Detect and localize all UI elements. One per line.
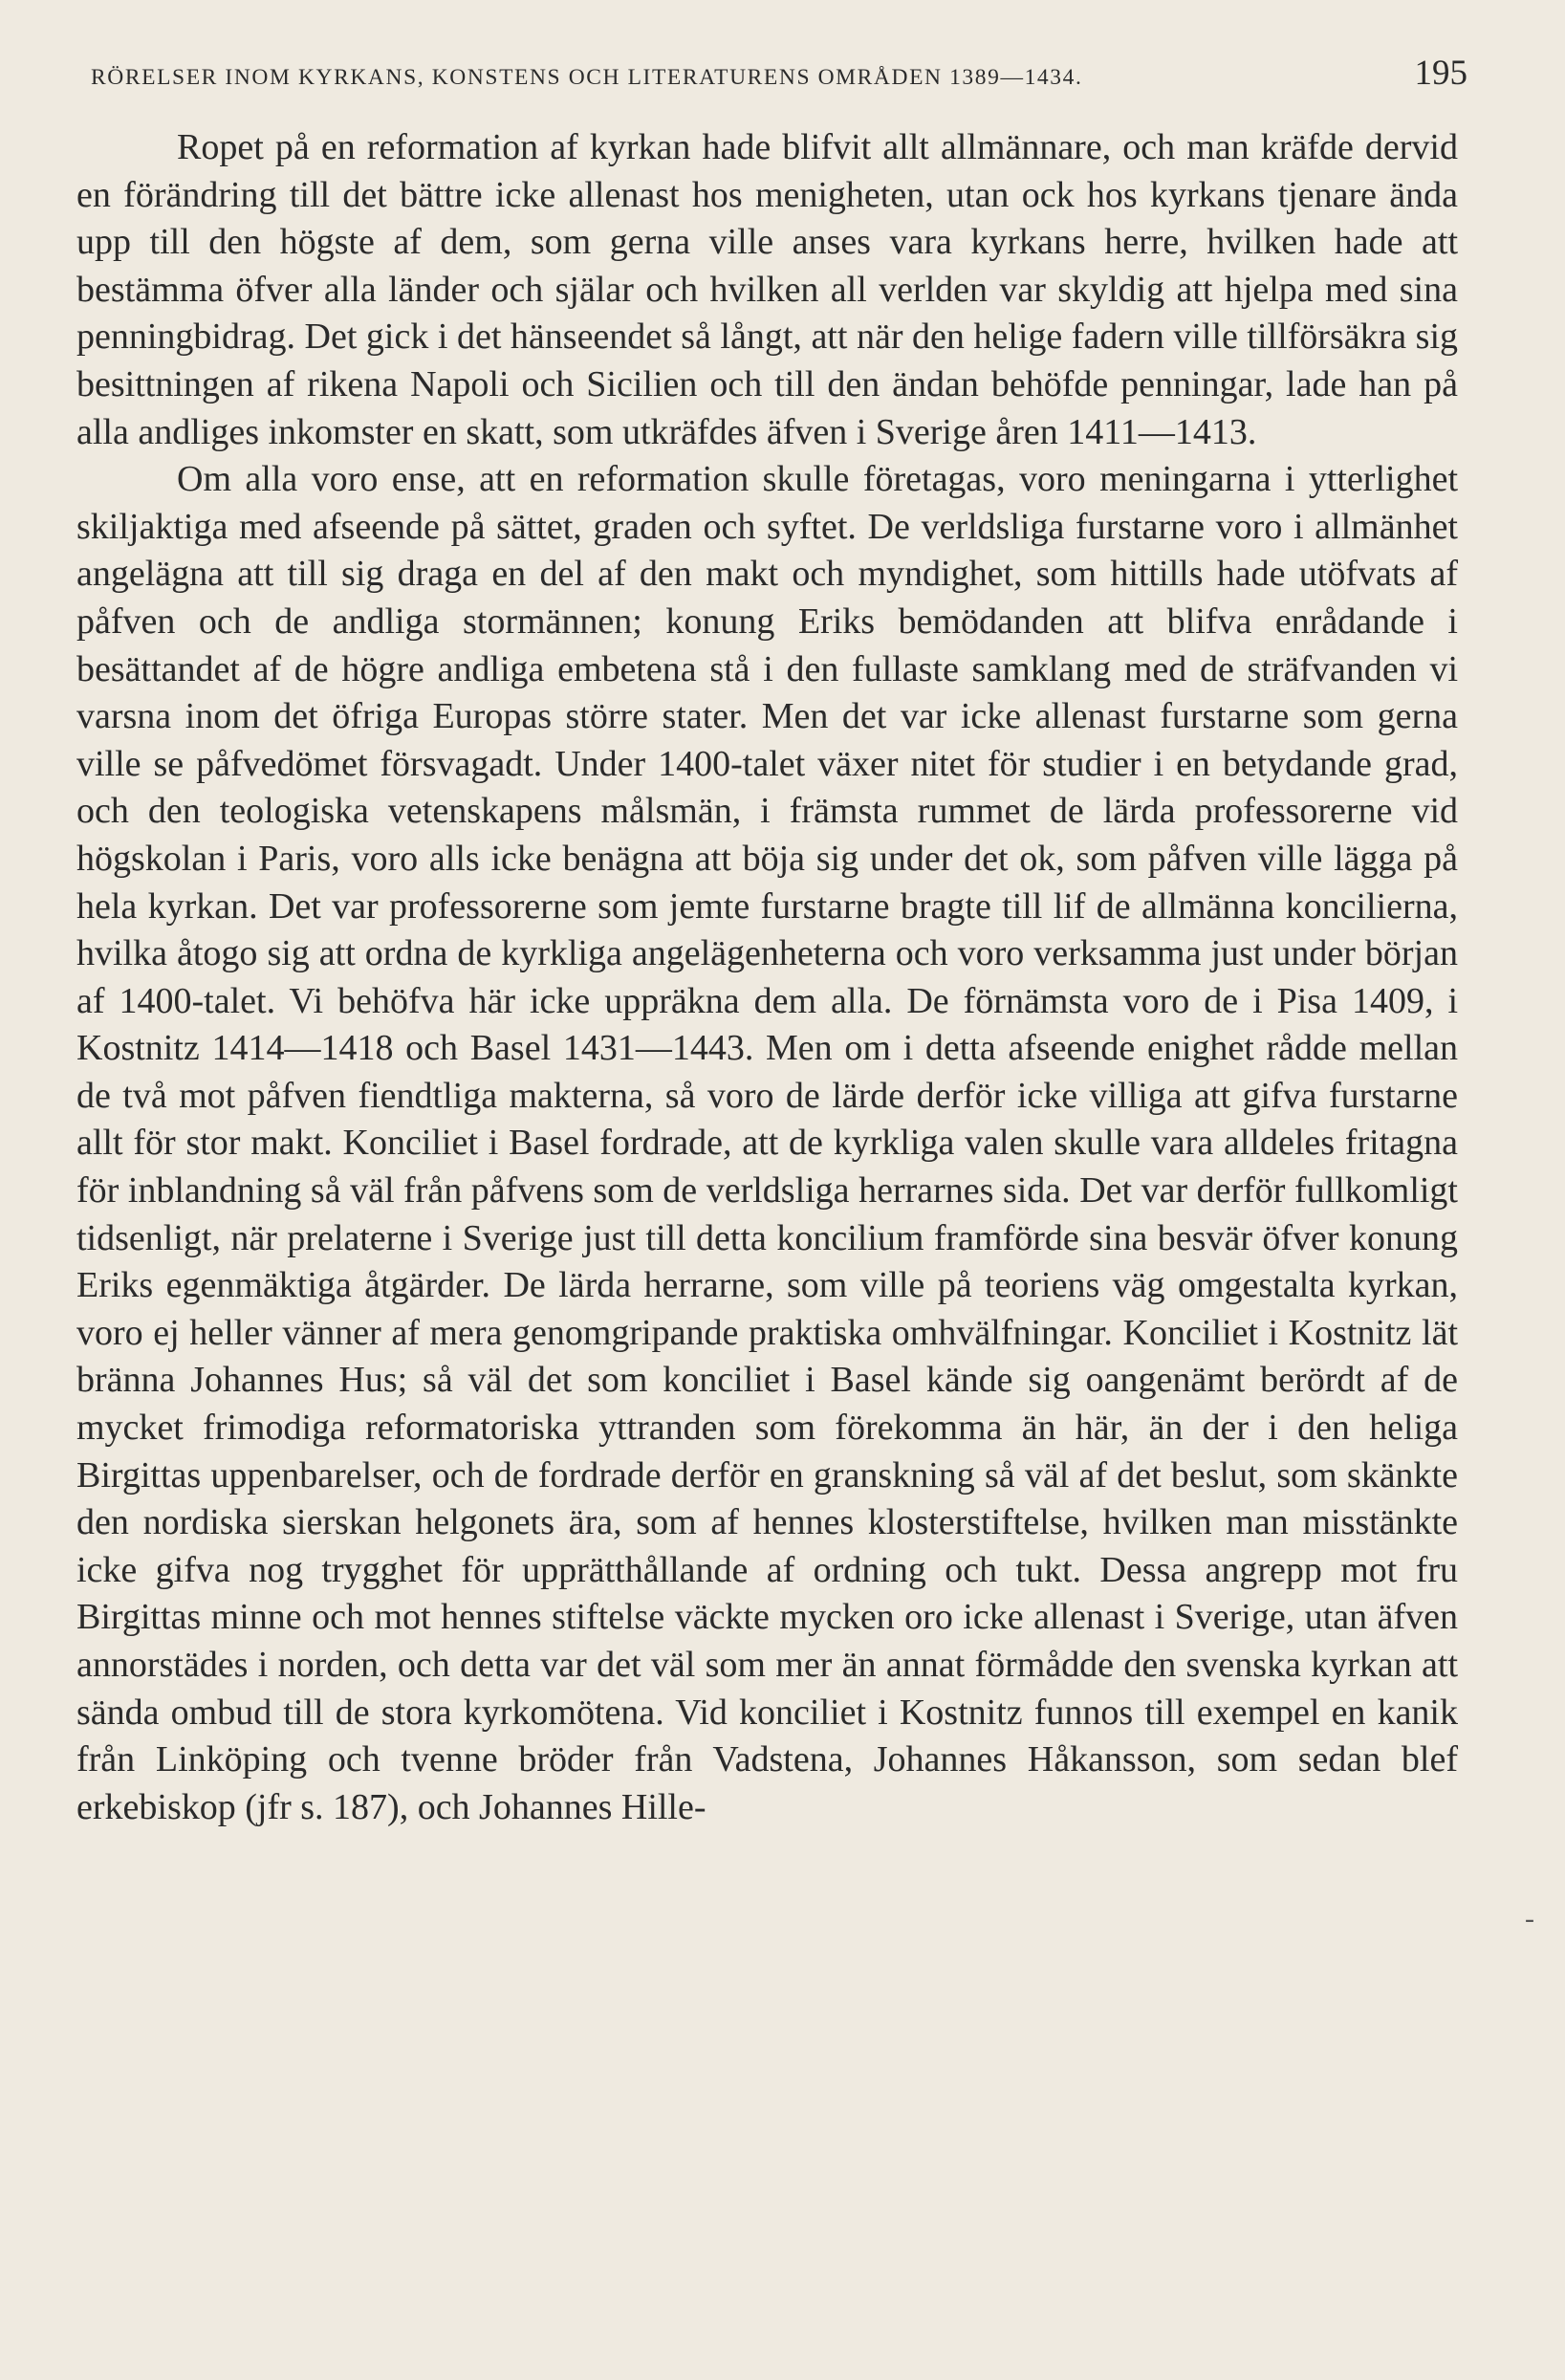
page-number: 195 [1414, 54, 1467, 93]
paragraph-2: Om alla voro ense, att en reformation skulle företagas, voro meningarna i ytterlighet skiljaktiga med afseende på sättet, graden och syftet. De verldsliga furstarne voro i allmänhet angelägna att till sig draga en del af den makt och myndighet, som hittills hade utöfvats af påfven och de andliga stormännen; konung Eriks bemödanden att blifva enrådande i besättandet af de högre andliga embetena stå i den fullaste samklang med de sträfvanden vi varsna inom det öfriga Europas större stater. Men det var icke allenast furstarne som gerna ville se påfvedömet försvagadt. Under 1400-talet växer nitet för studier i en betydande grad, och den teologiska vetenskapens målsmän, i främsta rummet de lärda professorerne vid högskolan i Paris, voro alls icke benägna att böja sig under det ok, som påfven ville lägga på hela kyrkan. Det var professorerne som jemte furstarne bragte till lif de allmänna koncilierna, hvilka åtogo sig att ordna de kyrkliga angelägenheterna och voro verksamma just under början af 1400-talet. Vi behöfva här icke uppräkna dem alla. De förnämsta voro de i Pisa 1409, i Kostnitz 1414—1418 och Basel 1431—1443. Men om i detta afseende enighet rådde mellan de två mot påfven fiendtliga makterna, så voro de lärde derför icke villiga att gifva furstarne allt för stor makt. Konciliet i Basel fordrade, att de kyrkliga valen skulle vara alldeles fritagna för inblandning så väl från påfvens som de verldsliga herrarnes sida. Det var derför fullkomligt tidsenligt, när prelaterne i Sverige just till detta koncilium framförde sina besvär öfver konung Eriks egenmäktiga åtgärder. De lärda herrarne, som ville på teoriens väg omgestalta kyrkan, voro ej heller vänner af mera genomgripande praktiska omhvälfningar. Konciliet i Kostnitz lät bränna Johannes Hus; så väl det som konciliet i Basel kände sig oangenämt berördt af de mycket frimodiga reformatoriska yttranden som förekomma än här, än der i den heliga Birgittas uppenbarelser, och de fordrade derför en granskning så väl af det beslut, som skänkte den nordiska sierskan helgonets ära, som af hennes klosterstiftelse, hvilken man misstänkte icke gifva nog trygghet för upprätthållande af ordning och tukt. Dessa angrepp mot fru Birgittas minne och mot hennes stiftelse väckte mycken oro icke allenast i Sverige, utan äfven annorstädes i norden, och detta var det väl som mer än annat förmådde den svenska kyrkan att sända ombud till de stora kyrkomötena. Vid konciliet i Kostnitz funnos till exempel en kanik från Linköping och tvenne bröder från Vadstena, Johannes Håkansson, som sedan blef erkebiskop (jfr s. 187), och Johannes Hille- [76, 459, 1458, 1827]
running-title: RÖRELSER INOM KYRKANS, KONSTENS OCH LITERATURENS OMRÅDEN 1389—1434. [91, 65, 1083, 90]
body-text [76, 124, 1458, 1831]
margin-mark: - [1525, 1903, 1534, 1934]
paragraph-1: Ropet på en reformation af kyrkan hade blifvit allt allmännare, och man kräfde dervid en förändring till det bättre icke allenast hos menigheten, utan ock hos kyrkans tjenare ända upp till den högste af dem, som gerna ville anses vara kyrkans herre, hvilken hade att bestämma öfver alla länder och själar och hvilken all verlden var skyldig att hjelpa med sina penningbidrag. Det gick i det hänseendet så långt, att när den helige fadern ville tillförsäkra sig besittningen af rikena Napoli och Sicilien och till den ändan behöfde penningar, lade han på alla andliges inkomster en skatt, som utkräfdes äfven i Sverige åren 1411—1413. [76, 127, 1458, 452]
running-head [91, 53, 1467, 94]
